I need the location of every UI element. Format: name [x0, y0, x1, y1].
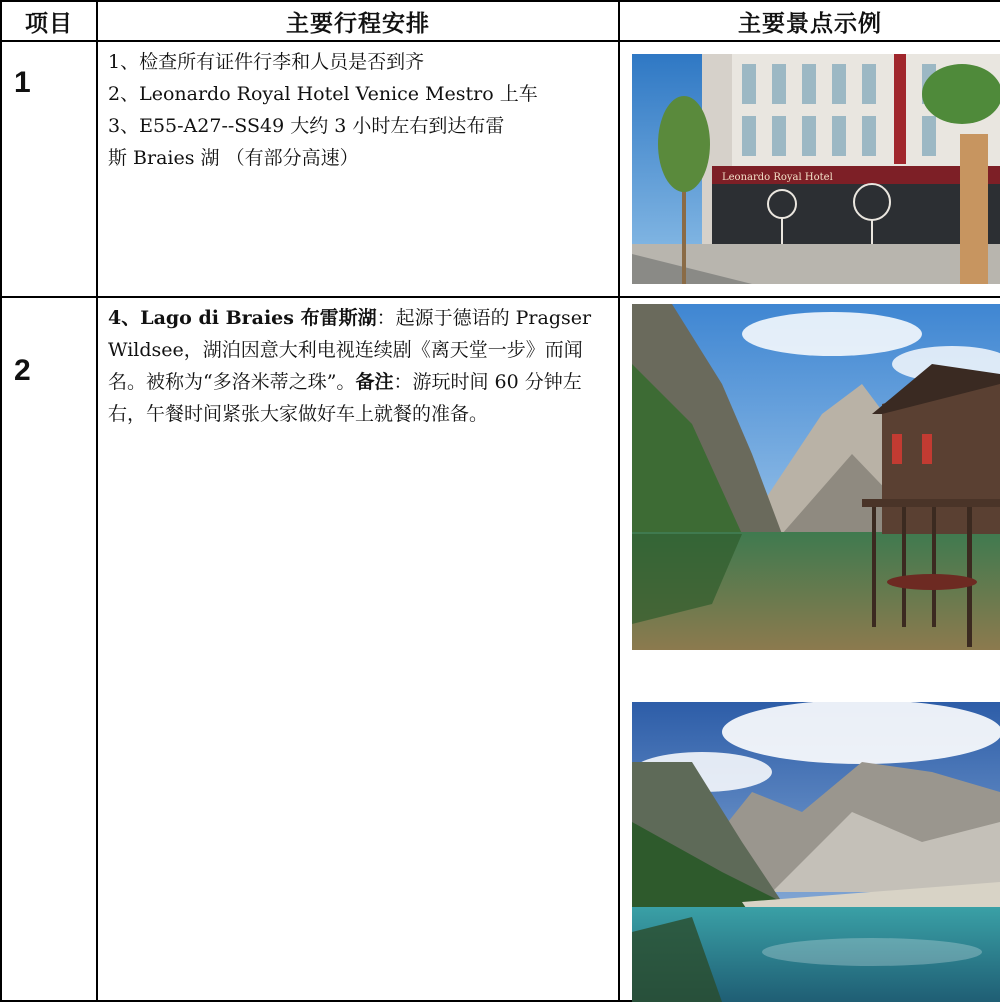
hotel-photo	[632, 54, 1000, 284]
plan-cell	[97, 41, 619, 297]
stop-description: ：起源于德语的 Pragser Wildsee，湖泊因意大利电视连续剧《离天堂一步》而闻名。被称为“多洛米蒂之珠”。	[108, 307, 592, 393]
plan-cell	[97, 297, 619, 1001]
header-item: 项目	[1, 1, 97, 41]
sights-cell	[619, 41, 1000, 297]
row-number: 1	[1, 41, 97, 297]
note-text: ：游玩时间 60 分钟左右，午餐时间紧张大家做好车上就餐的准备。	[108, 371, 582, 425]
hotel-sign: Leonardo Royal Hotel	[722, 172, 833, 183]
plan-line: 2、Leonardo Royal Hotel Venice Mestro 上车	[108, 83, 538, 105]
header-sights: 主要景点示例	[619, 1, 1000, 41]
table-row	[1, 297, 1000, 1001]
header-plan: 主要行程安排	[97, 1, 619, 41]
plan-line: 斯 Braies 湖 （有部分高速）	[108, 147, 359, 169]
stop-title: 4、Lago di Braies 布雷斯湖	[108, 307, 377, 329]
row-number: 2	[1, 297, 97, 1001]
plan-line: 3、E55-A27--SS49 大约 3 小时左右到达布雷	[108, 115, 505, 137]
note-label: 备注	[355, 371, 394, 393]
plan-paragraph	[108, 302, 610, 430]
table-row	[1, 41, 1000, 297]
sights-cell	[619, 297, 1000, 1001]
lake-braies-panorama-photo	[632, 702, 1000, 1002]
plan-line: 1、检查所有证件行李和人员是否到齐	[108, 51, 425, 73]
table-header-row	[1, 1, 1000, 41]
lake-braies-photo	[632, 304, 1000, 650]
